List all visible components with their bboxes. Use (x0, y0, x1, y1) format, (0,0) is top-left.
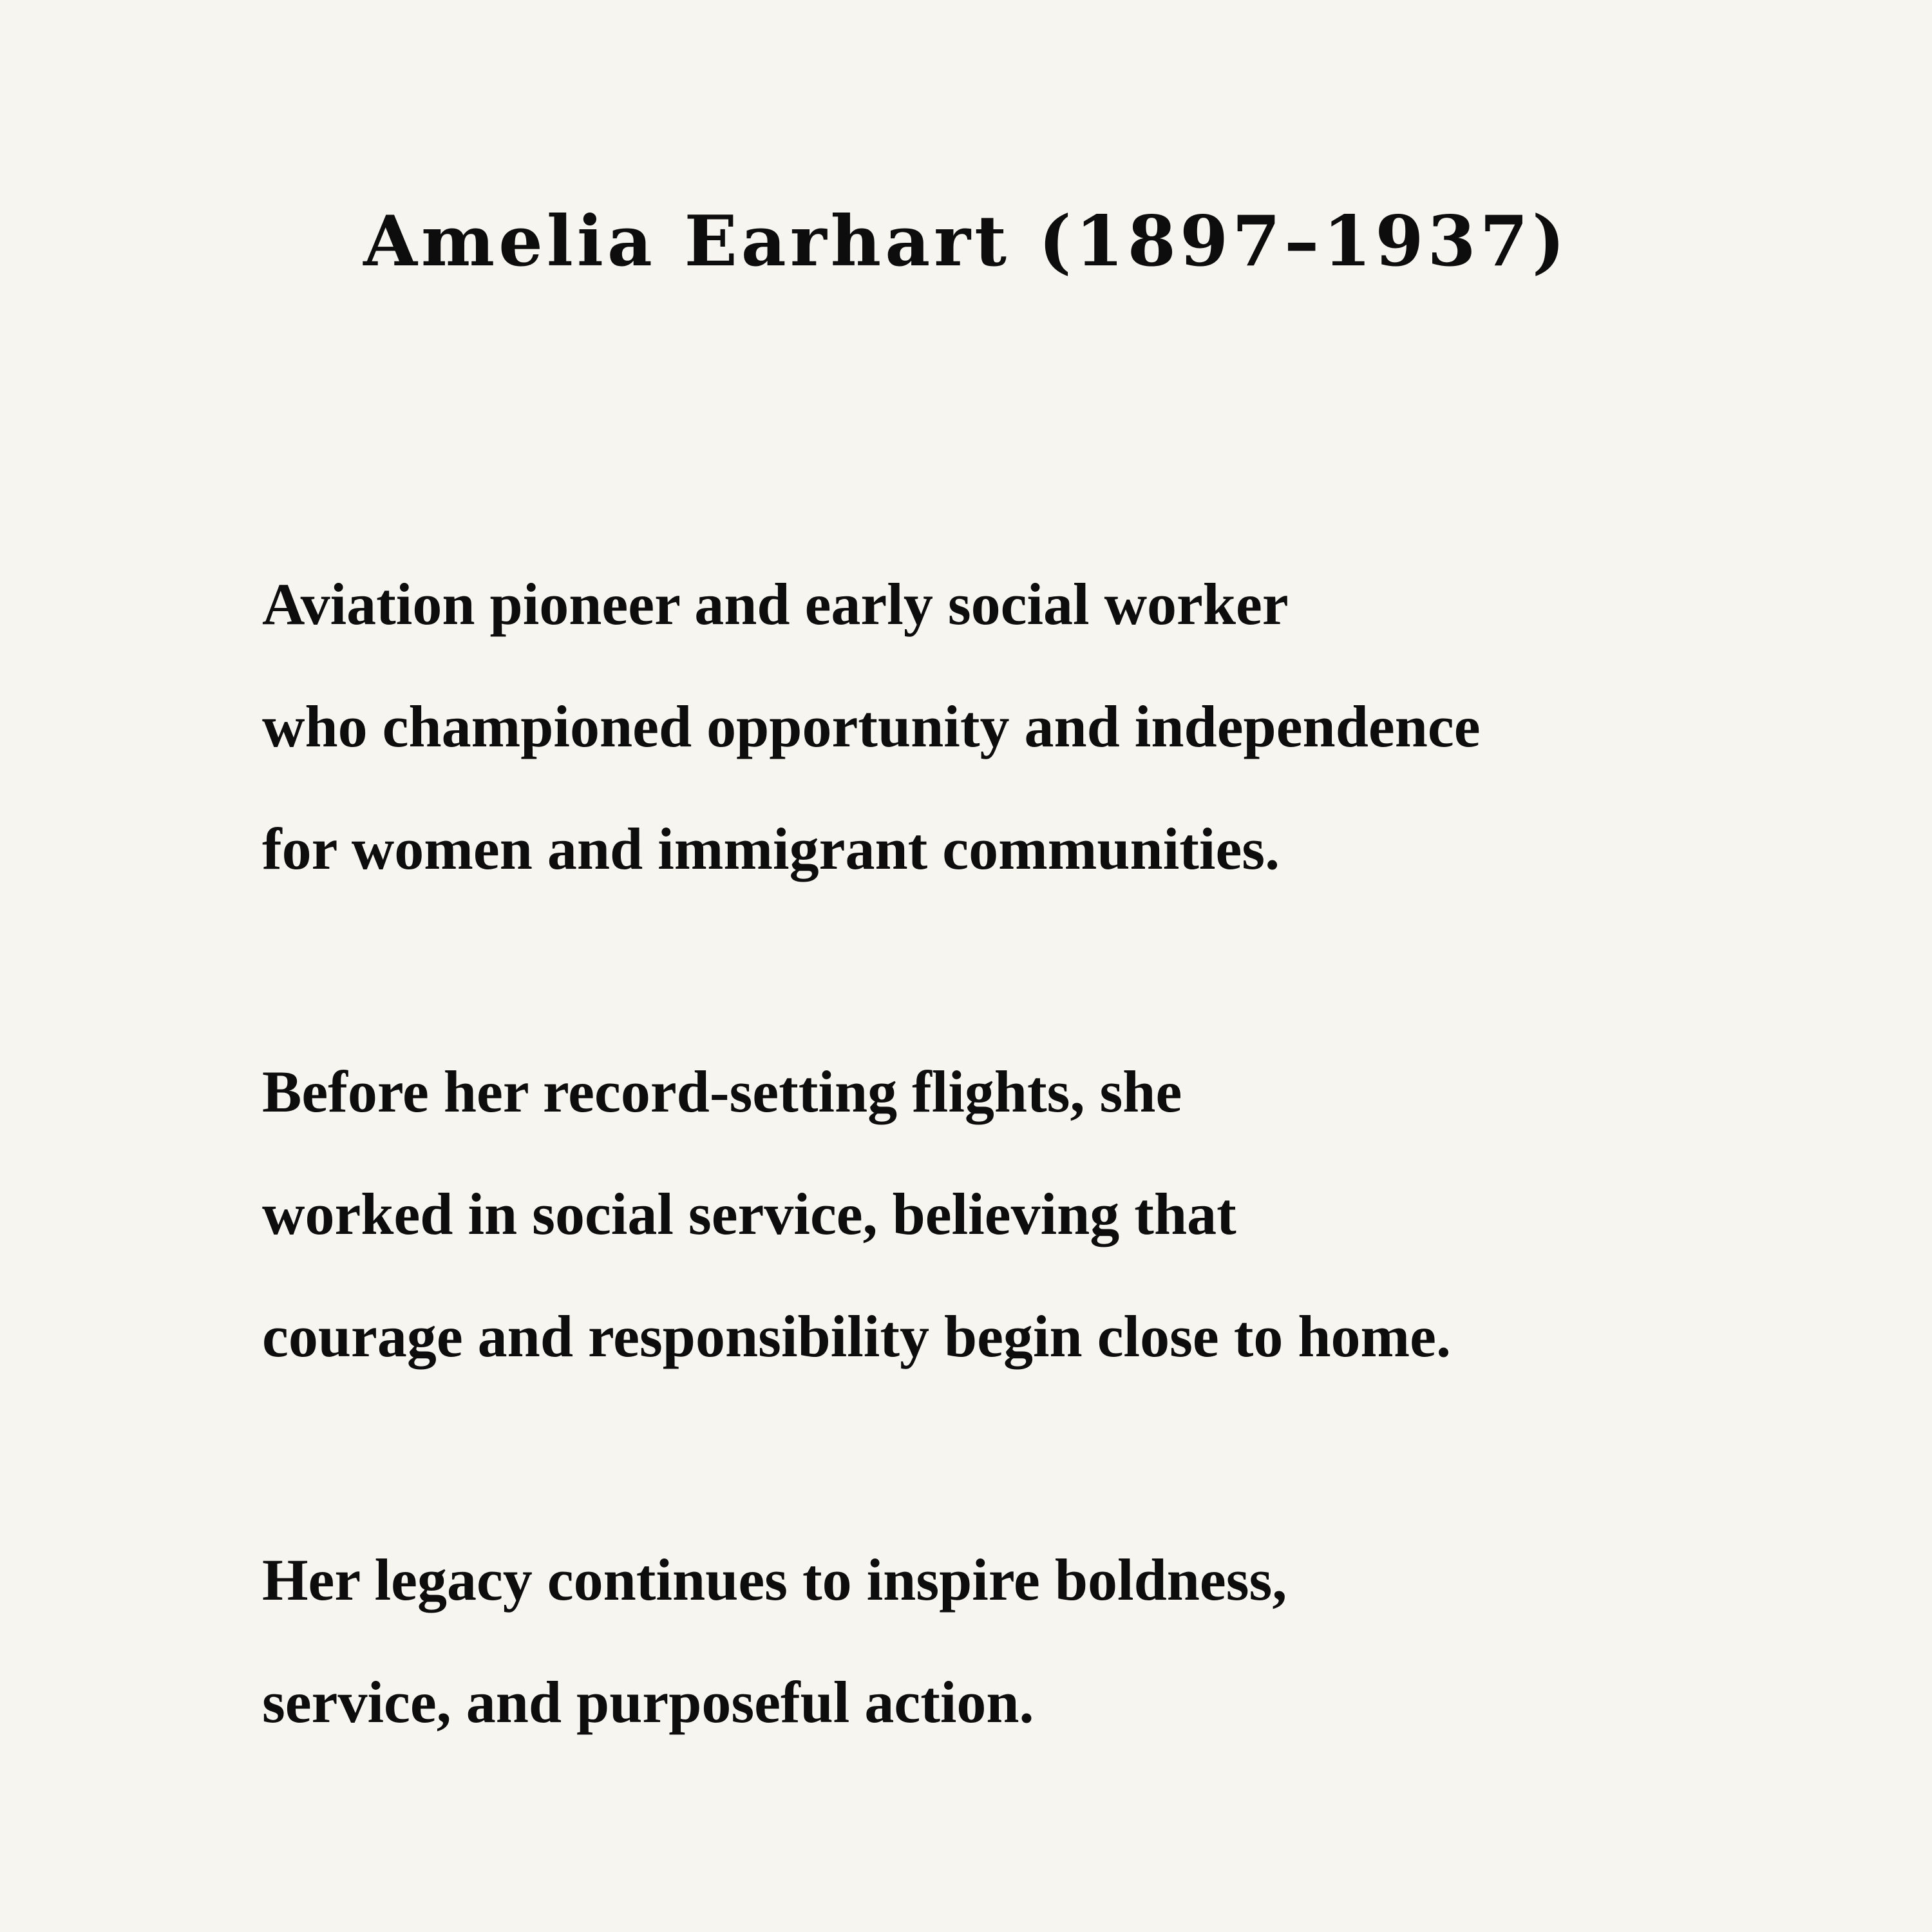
paragraph-1-line-3: for women and immigrant communities. (262, 816, 1280, 882)
paragraph-2-line-3: courage and responsibility begin close to home. (262, 1303, 1452, 1369)
paragraph-3-line-1: Her legacy continues to inspire boldness, (262, 1547, 1287, 1613)
paragraph-2-line-1: Before her record-setting flights, she (262, 1059, 1182, 1124)
paragraph-1-line-2: who championed opportunity and independence (262, 694, 1481, 759)
paragraph-3-line-2: service, and purposeful action. (262, 1669, 1034, 1735)
paragraph-1-line-1: Aviation pioneer and early social worker (262, 571, 1289, 637)
paragraph-2-line-2: worked in social service, believing that (262, 1181, 1236, 1247)
page-title: Amelia Earhart (1897–1937) (363, 201, 1569, 282)
